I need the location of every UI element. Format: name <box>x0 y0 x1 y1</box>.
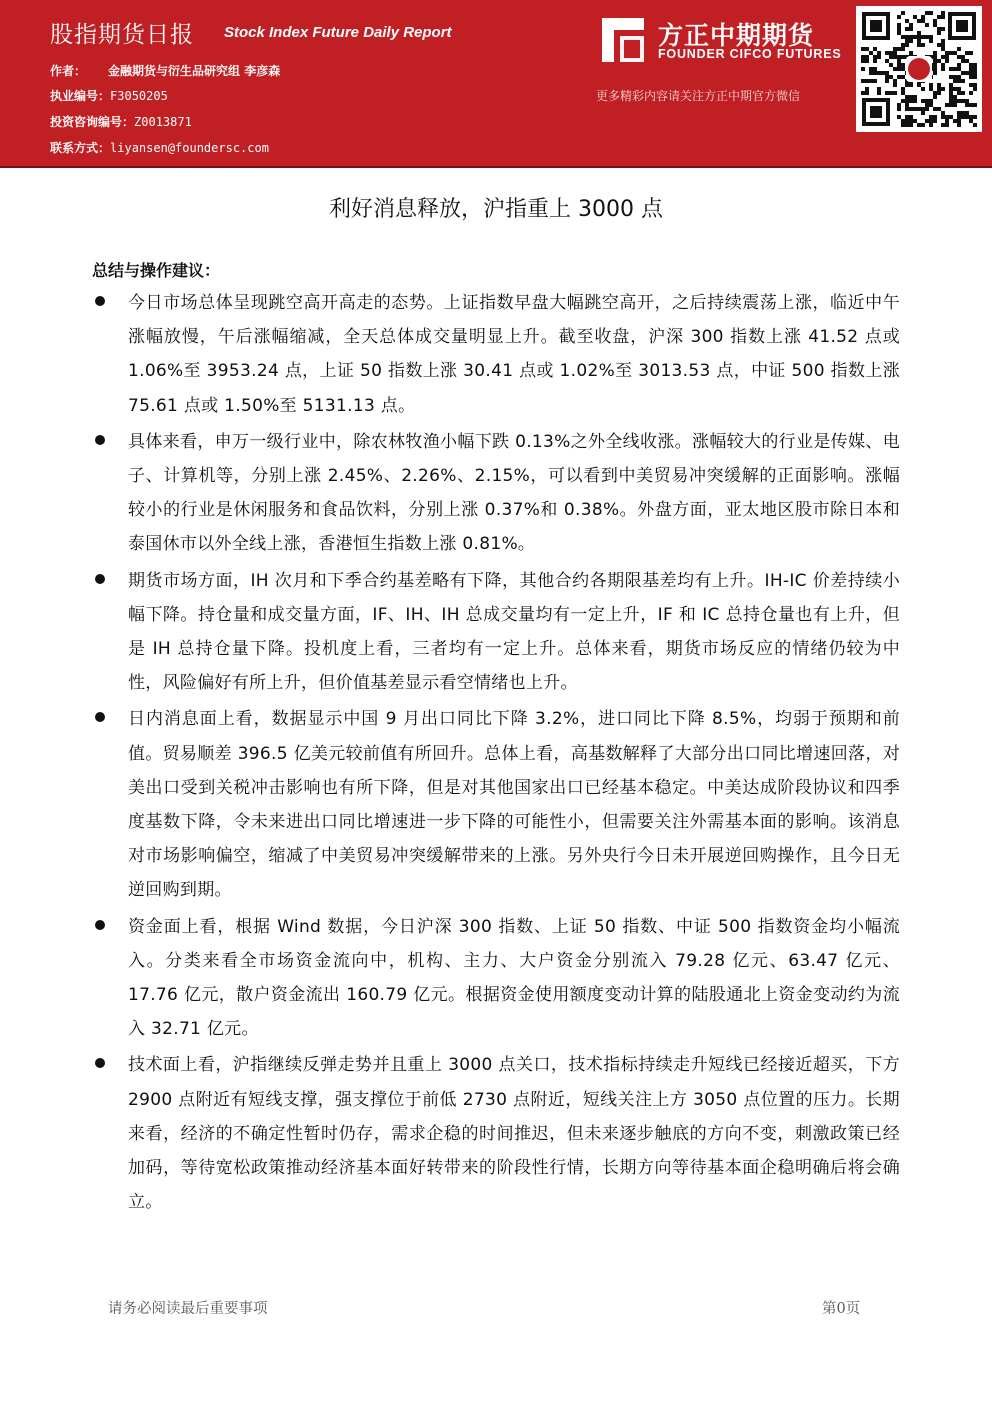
report-title-cn: 股指期货日报 <box>50 22 194 48</box>
bullet-text: 日内消息面上看，数据显示中国 9 月出口同比下降 3.2%，进口同比下降 8.5%，均弱于预期和前值。贸易顺差 396.5 亿美元较前值有所回升。总体上看，高基数解释了大部分出口同比增速回落，对美出口受到关税冲击影响也有所下降，但是对其他国家出口已经基本稳定。中美达成阶段协议和四季度基数下降，令未来进出口同比增速进一步下降的可能性小，但需要关注外需基本面的影响。该消息对市场影响偏空，缩减了中美贸易冲突缓解带来的上涨。另外央行今日未开展逆回购操作，且今日无逆回购到期。 <box>128 709 900 901</box>
wechat-note: 更多精彩内容请关注方正中期官方微信 <box>596 89 801 103</box>
company-logo <box>600 14 850 66</box>
consult-label: 投资咨询编号： <box>50 115 135 129</box>
author-label: 作者： <box>50 64 87 78</box>
bullet-text: 期货市场方面，IH 次月和下季合约基差略有下降，其他合约各期限基差均有上升。IH-IC 价差持续小幅下降。持仓量和成交量方面，IF、IH、IH 总成交量均有一定上升，IF 和 IC 总持仓量也有上升，但是 IH 总持仓量下降。投机度上看，三者均有一定上升。总体来看，期货市场反应的情绪仍较为中性，风险偏好有所上升，但价值基差显示看空情绪也上升。 <box>128 570 900 694</box>
list-item <box>92 286 900 423</box>
list-item <box>92 1048 900 1219</box>
report-title-en: Stock Index Future Daily Report <box>224 24 452 41</box>
list-item <box>92 702 900 907</box>
bullet-icon <box>95 920 105 930</box>
header-divider <box>0 166 992 168</box>
consult-value: Z0013871 <box>134 115 192 129</box>
bullet-icon <box>95 574 105 584</box>
contact-row <box>50 139 269 156</box>
contact-label: 联系方式： <box>50 141 111 155</box>
qr-code-icon[interactable] <box>856 6 982 132</box>
bullet-text: 技术面上看，沪指继续反弹走势并且重上 3000 点关口，技术指标持续走升短线已经接近超买，下方 2900 点附近有短线支撑，强支撑位于前低 2730 点附近，短线关注上方 3050 点位置的压力。长期来看，经济的不确定性暂时仍存，需求企稳的时间推迟，但未来逐步触底的方向不变，刺激政策已经加码，等待宽松政策推动经济基本面好转带来的阶段性行情，长期方向等待基本面企稳明确后将会确立。 <box>128 1055 900 1213</box>
license-label: 执业编号： <box>50 89 111 103</box>
bullet-icon <box>95 712 105 722</box>
section-heading: 总结与操作建议： <box>92 261 221 280</box>
list-item <box>92 564 900 701</box>
bullet-text: 资金面上看，根据 Wind 数据，今日沪深 300 指数、上证 50 指数、中证 500 指数资金均小幅流入。分类来看全市场资金流向中，机构、主力、大户资金分别流入 79.28 亿元、63.47 亿元、17.76 亿元，散户资金流出 160.79 亿元。根据资金使用额度变动计算的陆股通北上资金变动约为流入 32.71 亿元。 <box>128 916 900 1040</box>
author-row <box>50 62 280 79</box>
logo-text-cn: 方正中期期货 <box>658 21 815 50</box>
author-value: 金融期货与衍生品研究组 李彦森 <box>108 64 281 78</box>
license-row <box>50 87 168 104</box>
bullet-icon <box>95 296 105 306</box>
bullet-text: 今日市场总体呈现跳空高开高走的态势。上证指数早盘大幅跳空高开，之后持续震荡上涨，临近中午涨幅放慢，午后涨幅缩减，全天总体成交量明显上升。截至收盘，沪深 300 指数上涨 41.52 点或 1.06%至 3953.24 点，上证 50 指数上涨 30.41 点或 1.02%至 3013.53 点，中证 500 指数上涨 75.61 点或 1.50%至 5131.13 点。 <box>128 293 900 416</box>
license-value: F3050205 <box>110 89 168 103</box>
bullet-icon <box>95 1058 105 1068</box>
footer-notice: 请务必阅读最后重要事项 <box>108 1301 268 1317</box>
document-title: 利好消息释放，沪指重上 3000 点 <box>329 197 663 222</box>
bullet-text: 具体来看，申万一级行业中，除农林牧渔小幅下跌 0.13%之外全线收涨。涨幅较大的行业是传媒、电子、计算机等，分别上涨 2.45%、2.26%、2.15%，可以看到中美贸易冲突缓解的正面影响。涨幅较小的行业是休闲服务和食品饮料，分别上涨 0.37%和 0.38%。外盘方面，亚太地区股市除日本和泰国休市以外全线上涨，香港恒生指数上涨 0.81%。 <box>128 431 900 555</box>
consult-row <box>50 113 192 130</box>
contact-value[interactable]: liyansen@foundersc.com <box>110 141 269 155</box>
page-number: 第0页 <box>822 1301 861 1317</box>
logo-mark-icon <box>600 16 646 64</box>
list-item <box>92 910 900 1047</box>
summary-list <box>92 286 900 1221</box>
report-header <box>0 0 992 166</box>
bullet-icon <box>95 435 105 445</box>
list-item <box>92 425 900 562</box>
logo-text-en: FOUNDER CIFCO FUTURES <box>658 47 842 61</box>
